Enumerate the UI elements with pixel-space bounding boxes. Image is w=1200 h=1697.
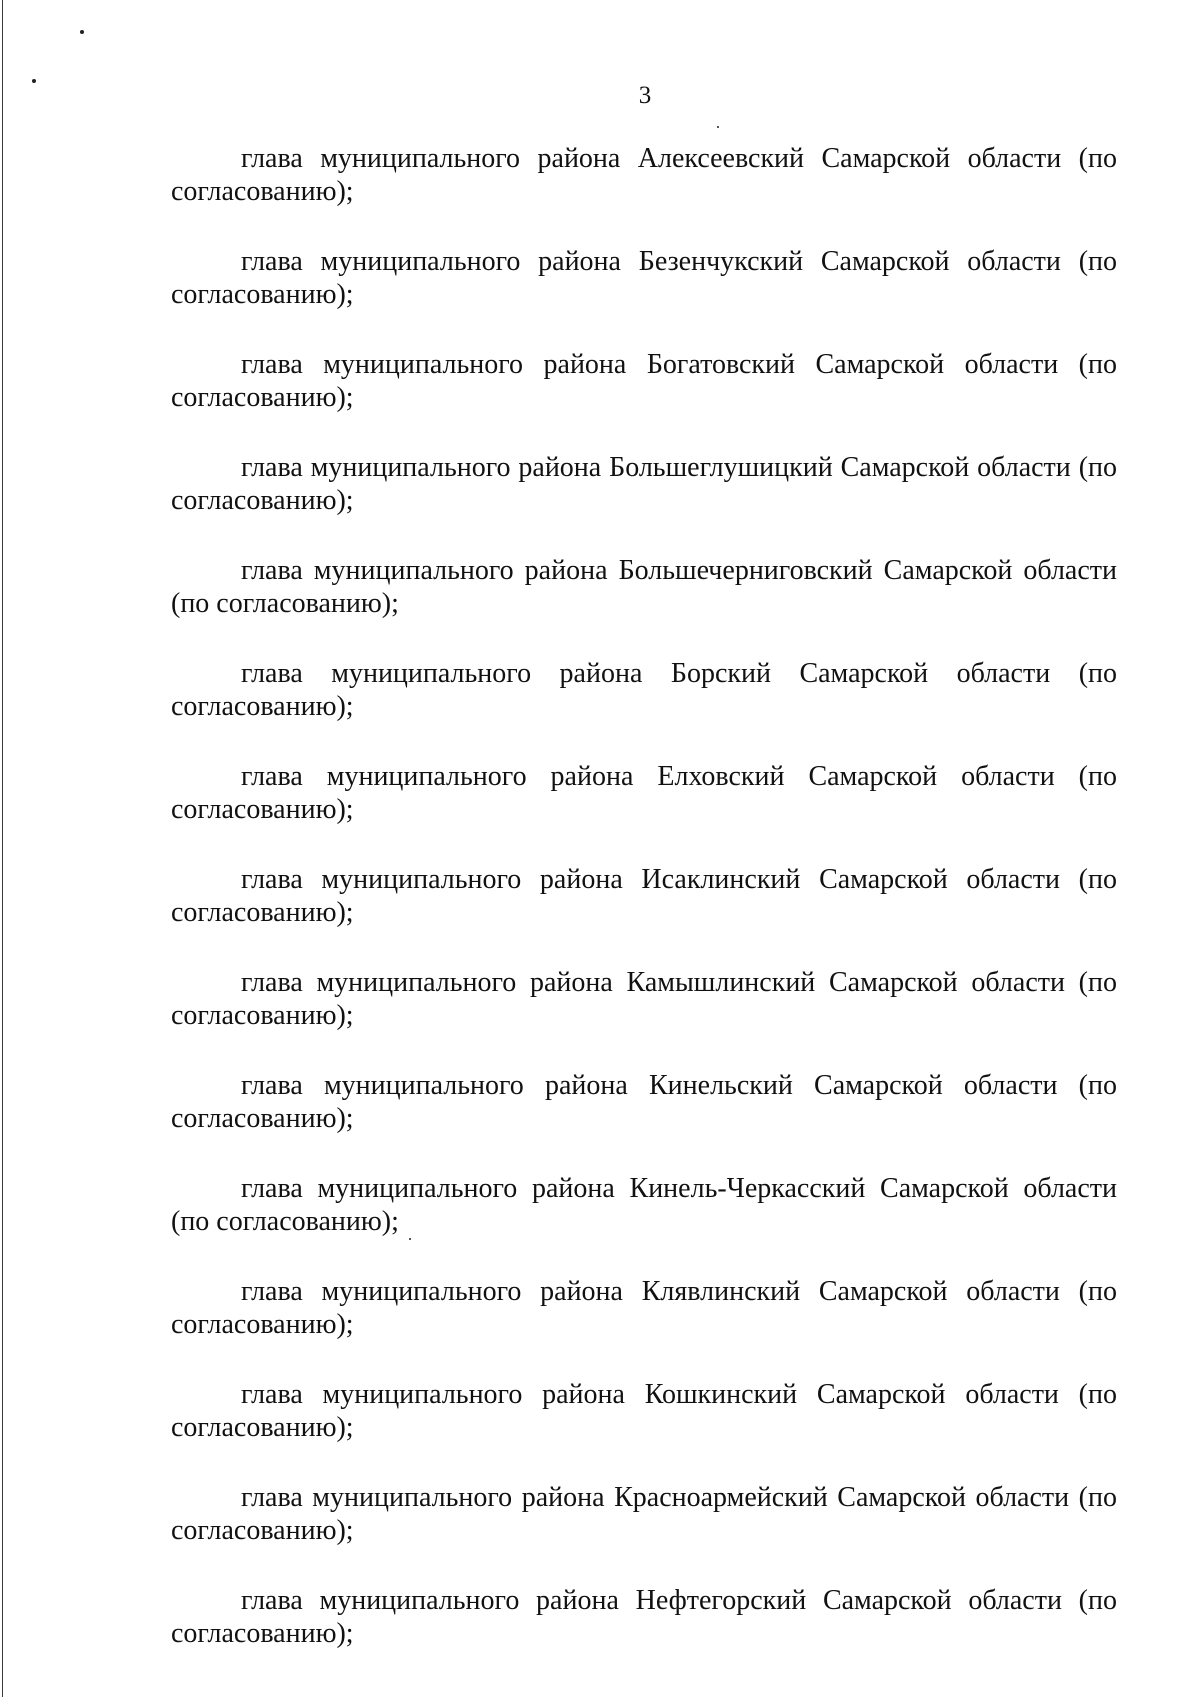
page-number: 3 <box>638 82 652 109</box>
scan-speck <box>717 126 719 128</box>
scan-speck <box>80 30 84 34</box>
list-item: глава муниципального района Безенчукский Самарской области (по согласованию); <box>171 246 1117 310</box>
list-item: глава муниципального района Большеглушицкий Самарской области (по согласованию); <box>171 452 1117 516</box>
list-item: глава муниципального района Кинельский Самарской области (по согласованию); <box>171 1070 1117 1134</box>
list-item: глава муниципального района Нефтегорский Самарской области (по согласованию); <box>171 1585 1117 1649</box>
list-item: глава муниципального района Камышлинский Самарской области (по согласованию); <box>171 967 1117 1031</box>
list-item: глава муниципального района Кошкинский Самарской области (по согласованию); <box>171 1379 1117 1443</box>
list-item: глава муниципального района Красноармейский Самарской области (по согласованию); <box>171 1482 1117 1546</box>
list-item: глава муниципального района Большечерниговский Самарской области (по согласованию); <box>171 555 1117 619</box>
list-item: глава муниципального района Елховский Самарской области (по согласованию); <box>171 761 1117 825</box>
list-item: глава муниципального района Борский Самарской области (по согласованию); <box>171 658 1117 722</box>
list-item: глава муниципального района Исаклинский Самарской области (по согласованию); <box>171 864 1117 928</box>
list-item: глава муниципального района Богатовский Самарской области (по согласованию); <box>171 349 1117 413</box>
list-item: глава муниципального района Клявлинский Самарской области (по согласованию); <box>171 1276 1117 1340</box>
member-list <box>171 142 1117 1687</box>
scan-edge-line <box>2 0 3 1697</box>
list-item: глава муниципального района Кинель-Черкасский Самарской области (по согласованию); <box>171 1173 1117 1237</box>
list-item: глава муниципального района Алексеевский Самарской области (по согласованию); <box>171 143 1117 207</box>
